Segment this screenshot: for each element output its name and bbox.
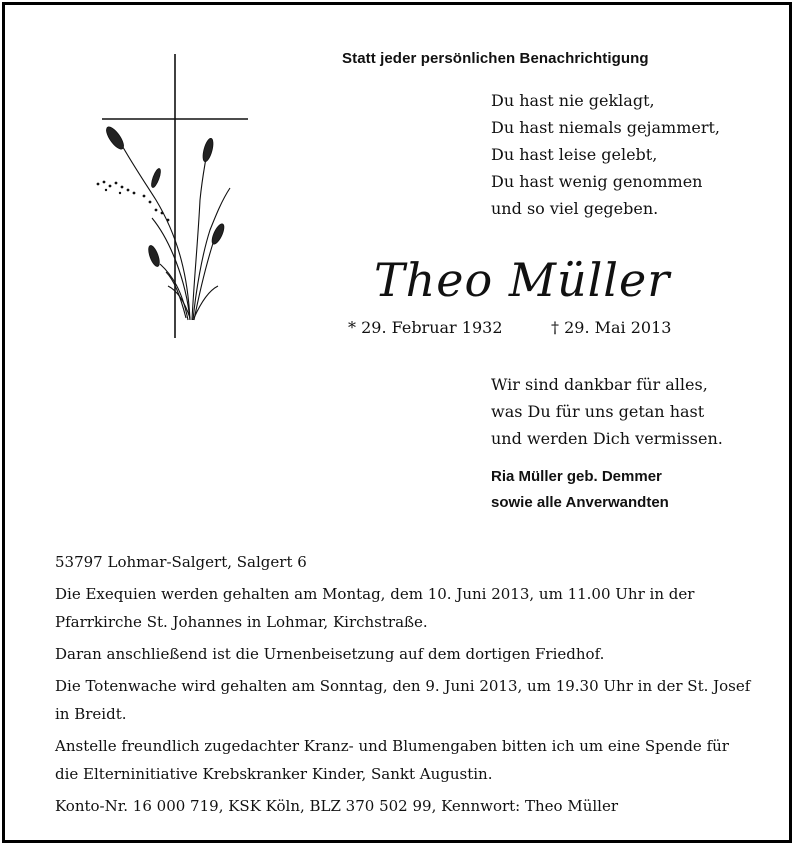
birth-date: * 29. Februar 1932: [348, 318, 503, 337]
details-paragraph: Die Exequien werden gehalten am Montag, dem 10. Juni 2013, um 11.00 Uhr in der Pfarrkirche St. Johannes in Lohmar, Kirchstraße.: [55, 585, 695, 631]
notice-heading: Statt jeder persönlichen Benachrichtigung: [342, 50, 649, 67]
funeral-details: [55, 548, 755, 824]
cross-with-wheat-icon: [90, 50, 260, 340]
deceased-name: Theo Müller: [374, 253, 671, 307]
verse-top: [491, 87, 720, 222]
verse-line: was Du für uns getan hast: [491, 402, 705, 421]
details-paragraph: Die Totenwache wird gehalten am Sonntag, den 9. Juni 2013, um 19.30 Uhr in der St. Josef in Breidt.: [55, 677, 751, 723]
verse-line: Du hast nie geklagt,: [491, 91, 655, 110]
signers: [491, 464, 669, 516]
verse-line: und werden Dich vermissen.: [491, 429, 723, 448]
details-paragraph: Anstelle freundlich zugedachter Kranz- und Blumengaben bitten ich um eine Spende für die Elterninitiative Krebskranker Kinder, Sankt Augustin.: [55, 737, 729, 783]
signer-line: Ria Müller geb. Demmer: [491, 468, 662, 485]
signer-line: sowie alle Anverwandten: [491, 494, 669, 511]
verse-line: und so viel gegeben.: [491, 199, 659, 218]
verse-line: Wir sind dankbar für alles,: [491, 375, 708, 394]
verse-bottom: [491, 371, 723, 452]
verse-line: Du hast leise gelebt,: [491, 145, 658, 164]
death-date: † 29. Mai 2013: [551, 318, 672, 337]
details-paragraph: Daran anschließend ist die Urnenbeisetzung auf dem dortigen Friedhof.: [55, 645, 605, 663]
verse-line: Du hast niemals gejammert,: [491, 118, 720, 137]
account-details: Konto-Nr. 16 000 719, KSK Köln, BLZ 370 502 99, Kennwort: Theo Müller: [55, 797, 618, 815]
address: 53797 Lohmar-Salgert, Salgert 6: [55, 553, 307, 571]
verse-line: Du hast wenig genommen: [491, 172, 703, 191]
